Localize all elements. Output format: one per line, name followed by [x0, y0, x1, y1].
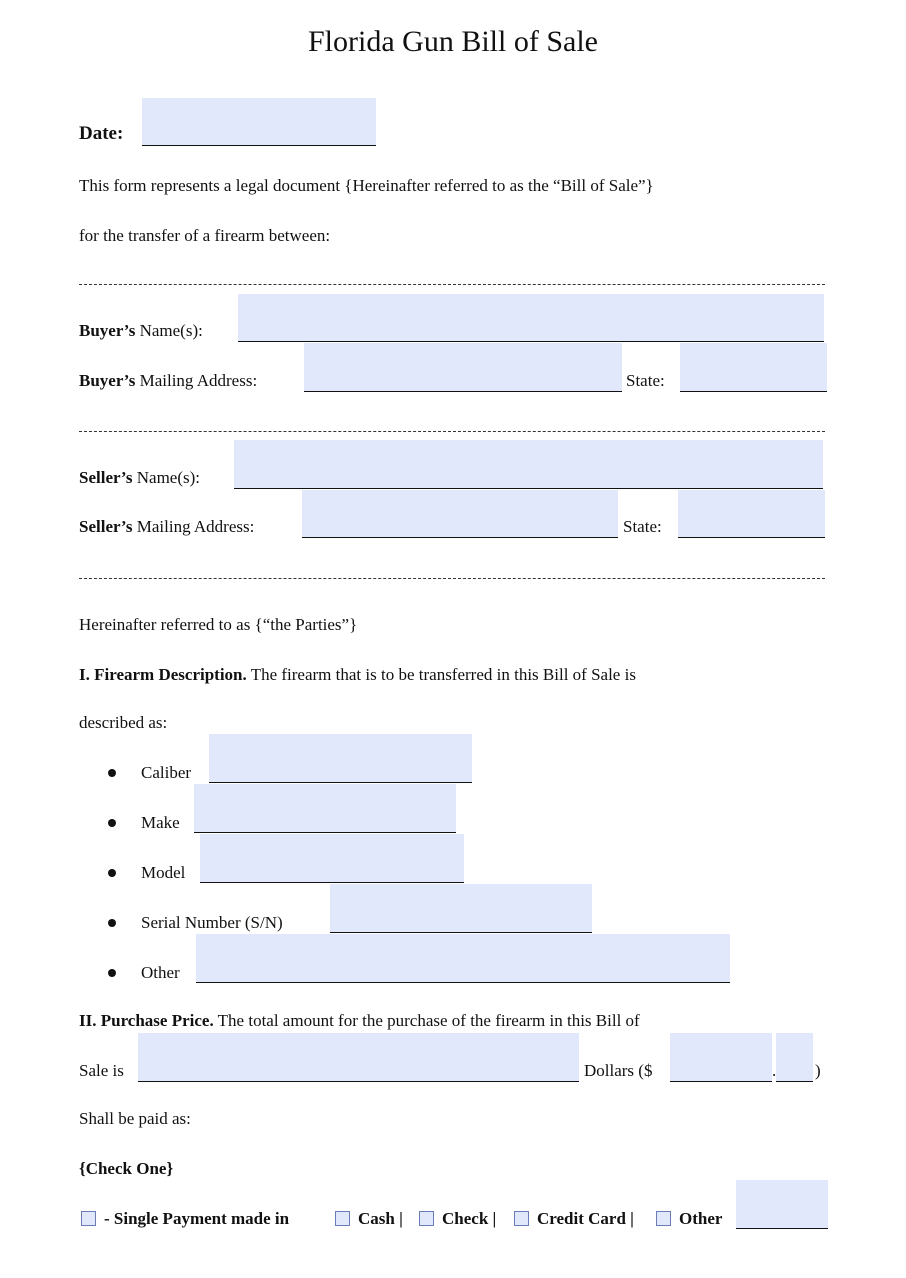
seller-state-label: State:: [623, 517, 662, 536]
dashed-divider: [79, 431, 825, 432]
caliber-field[interactable]: [209, 734, 472, 783]
bullet: [108, 769, 116, 777]
amount-words-field[interactable]: [138, 1033, 579, 1082]
credit-card-label: Credit Card |: [537, 1209, 634, 1228]
other-payment-field[interactable]: [736, 1180, 828, 1229]
other-label: Other: [141, 963, 180, 982]
section2-line: II. Purchase Price. The total amount for the purchase of the firearm in this Bill of: [79, 1011, 640, 1030]
section1-described-as: described as:: [79, 713, 168, 732]
seller-address-field[interactable]: [302, 490, 618, 538]
date-field[interactable]: [142, 98, 376, 146]
paid-as-label: Shall be paid as:: [79, 1109, 191, 1128]
seller-name-label: Seller’s Name(s):: [79, 468, 201, 487]
model-field[interactable]: [200, 834, 464, 883]
serial-number-field[interactable]: [330, 884, 592, 933]
buyer-address-field[interactable]: [304, 343, 622, 392]
serial-number-label: Serial Number (S/N): [141, 913, 283, 932]
parties-text: Hereinafter referred to as {“the Parties”}: [79, 615, 358, 634]
model-label: Model: [141, 863, 186, 882]
seller-name-field[interactable]: [234, 440, 823, 489]
bullet: [108, 919, 116, 927]
date-label: Date:: [79, 123, 124, 144]
section1-line: I. Firearm Description. The firearm that is to be transferred in this Bill of Sale is: [79, 665, 636, 684]
buyer-state-label: State:: [626, 371, 665, 390]
other-field[interactable]: [196, 934, 730, 983]
cents-field[interactable]: [776, 1033, 813, 1082]
make-field[interactable]: [194, 784, 456, 833]
buyer-state-field[interactable]: [680, 343, 827, 392]
cash-label: Cash |: [358, 1209, 403, 1228]
close-paren: ): [815, 1061, 821, 1080]
dashed-divider: [79, 284, 825, 285]
bullet: [108, 869, 116, 877]
dollars-label: Dollars ($: [584, 1061, 653, 1080]
buyer-name-field[interactable]: [238, 294, 824, 342]
other-payment-label: Other: [679, 1209, 723, 1228]
other-payment-checkbox[interactable]: [656, 1211, 671, 1226]
seller-state-field[interactable]: [678, 490, 825, 538]
single-payment-checkbox[interactable]: [81, 1211, 96, 1226]
check-one-label: {Check One}: [79, 1159, 174, 1178]
buyer-address-label: Buyer’s Mailing Address:: [79, 371, 258, 390]
credit-card-checkbox[interactable]: [514, 1211, 529, 1226]
buyer-name-label: Buyer’s Name(s):: [79, 321, 203, 340]
single-payment-label: - Single Payment made in: [104, 1209, 290, 1228]
check-checkbox[interactable]: [419, 1211, 434, 1226]
make-label: Make: [141, 813, 180, 832]
check-label: Check |: [442, 1209, 497, 1228]
document-title: Florida Gun Bill of Sale: [308, 25, 598, 58]
seller-address-label: Seller’s Mailing Address:: [79, 517, 255, 536]
cash-checkbox[interactable]: [335, 1211, 350, 1226]
caliber-label: Caliber: [141, 763, 192, 782]
dollars-field[interactable]: [670, 1033, 772, 1082]
bullet: [108, 819, 116, 827]
dashed-divider: [79, 578, 825, 579]
intro-line-2: for the transfer of a firearm between:: [79, 226, 331, 245]
sale-is-label: Sale is: [79, 1061, 124, 1080]
decimal-point: .: [772, 1061, 777, 1080]
intro-line-1: This form represents a legal document {Hereinafter referred to as the “Bill of Sale”}: [79, 176, 654, 195]
bullet: [108, 969, 116, 977]
